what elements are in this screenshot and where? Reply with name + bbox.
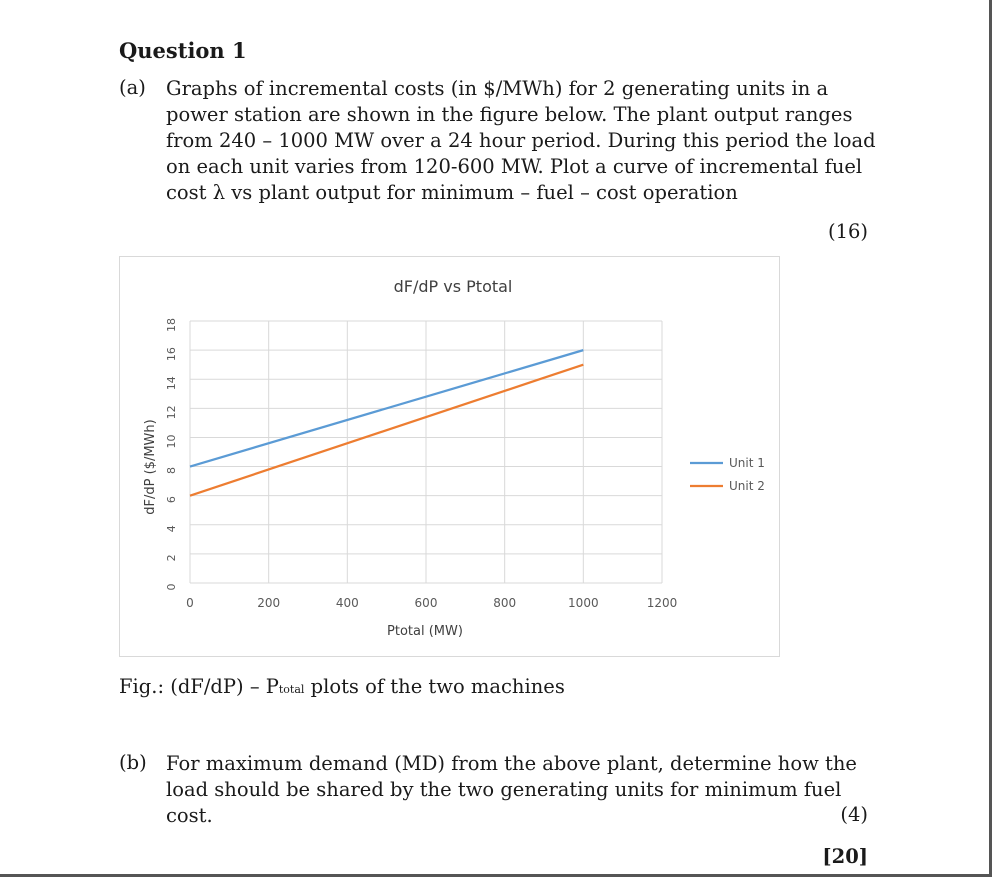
y-tick-label: 16 — [165, 347, 178, 362]
x-tick-label: 1200 — [646, 596, 678, 610]
y-tick-label: 18 — [165, 318, 178, 332]
y-tick-label: 12 — [165, 405, 178, 420]
y-tick-label: 8 — [165, 467, 178, 475]
x-tick-label: 800 — [493, 596, 517, 610]
legend — [690, 456, 765, 493]
part-b-marks: (4) — [840, 803, 868, 826]
grid-layer — [190, 321, 662, 583]
legend-label: Unit 2 — [729, 479, 765, 493]
part-a-line: on each unit varies from 120-600 MW. Plot a curve of incremental fuel — [166, 155, 863, 178]
legend-label: Unit 1 — [729, 456, 765, 470]
caption-subscript: total — [278, 683, 305, 696]
chart-container — [119, 256, 780, 657]
part-b-line: For maximum demand (MD) from the above plant, determine how the — [166, 752, 857, 775]
y-axis-label: dF/dP ($/MWh) — [143, 419, 158, 515]
y-tick-label: 6 — [165, 496, 178, 504]
caption-prefix: Fig.: (dF/dP) – P — [119, 675, 279, 698]
part-b-line: cost. — [166, 804, 213, 827]
y-tick-label: 0 — [165, 583, 178, 591]
y-tick-label: 10 — [165, 434, 178, 449]
figure-caption — [119, 675, 565, 698]
part-b-text — [166, 751, 876, 829]
chart-svg — [120, 257, 781, 658]
y-tick-labels — [165, 318, 178, 591]
part-b-label: (b) — [119, 751, 147, 774]
x-tick-label: 1000 — [568, 596, 599, 610]
x-tick-label: 200 — [257, 596, 281, 610]
x-tick-labels — [186, 596, 677, 610]
x-tick-label: 600 — [414, 596, 438, 610]
part-a-line: Graphs of incremental costs (in $/MWh) for 2 generating units in a — [166, 77, 829, 100]
part-a-line: from 240 – 1000 MW over a 24 hour period. During this period the load — [166, 129, 876, 152]
y-tick-label: 14 — [165, 376, 178, 391]
x-tick-label: 0 — [186, 596, 194, 610]
part-a-text — [166, 76, 876, 206]
question-title: Question 1 — [119, 38, 247, 63]
y-tick-label: 2 — [165, 554, 178, 562]
part-a-line: power station are shown in the figure below. The plant output ranges — [166, 103, 853, 126]
chart-title: dF/dP vs Ptotal — [393, 277, 513, 296]
part-a-line: cost λ vs plant output for minimum – fuel – cost operation — [166, 181, 738, 204]
caption-suffix: plots of the two machines — [304, 675, 565, 698]
y-tick-label: 4 — [165, 525, 178, 533]
x-axis-label: Ptotal (MW) — [387, 624, 463, 639]
part-b-line: load should be shared by the two generating units for minimum fuel — [166, 778, 842, 801]
part-a-label: (a) — [119, 76, 146, 99]
x-tick-label: 400 — [335, 596, 359, 610]
series-line-unit-2 — [190, 365, 583, 496]
total-marks: [20] — [822, 845, 868, 868]
part-a-marks: (16) — [827, 220, 868, 243]
series-layer — [190, 350, 583, 496]
